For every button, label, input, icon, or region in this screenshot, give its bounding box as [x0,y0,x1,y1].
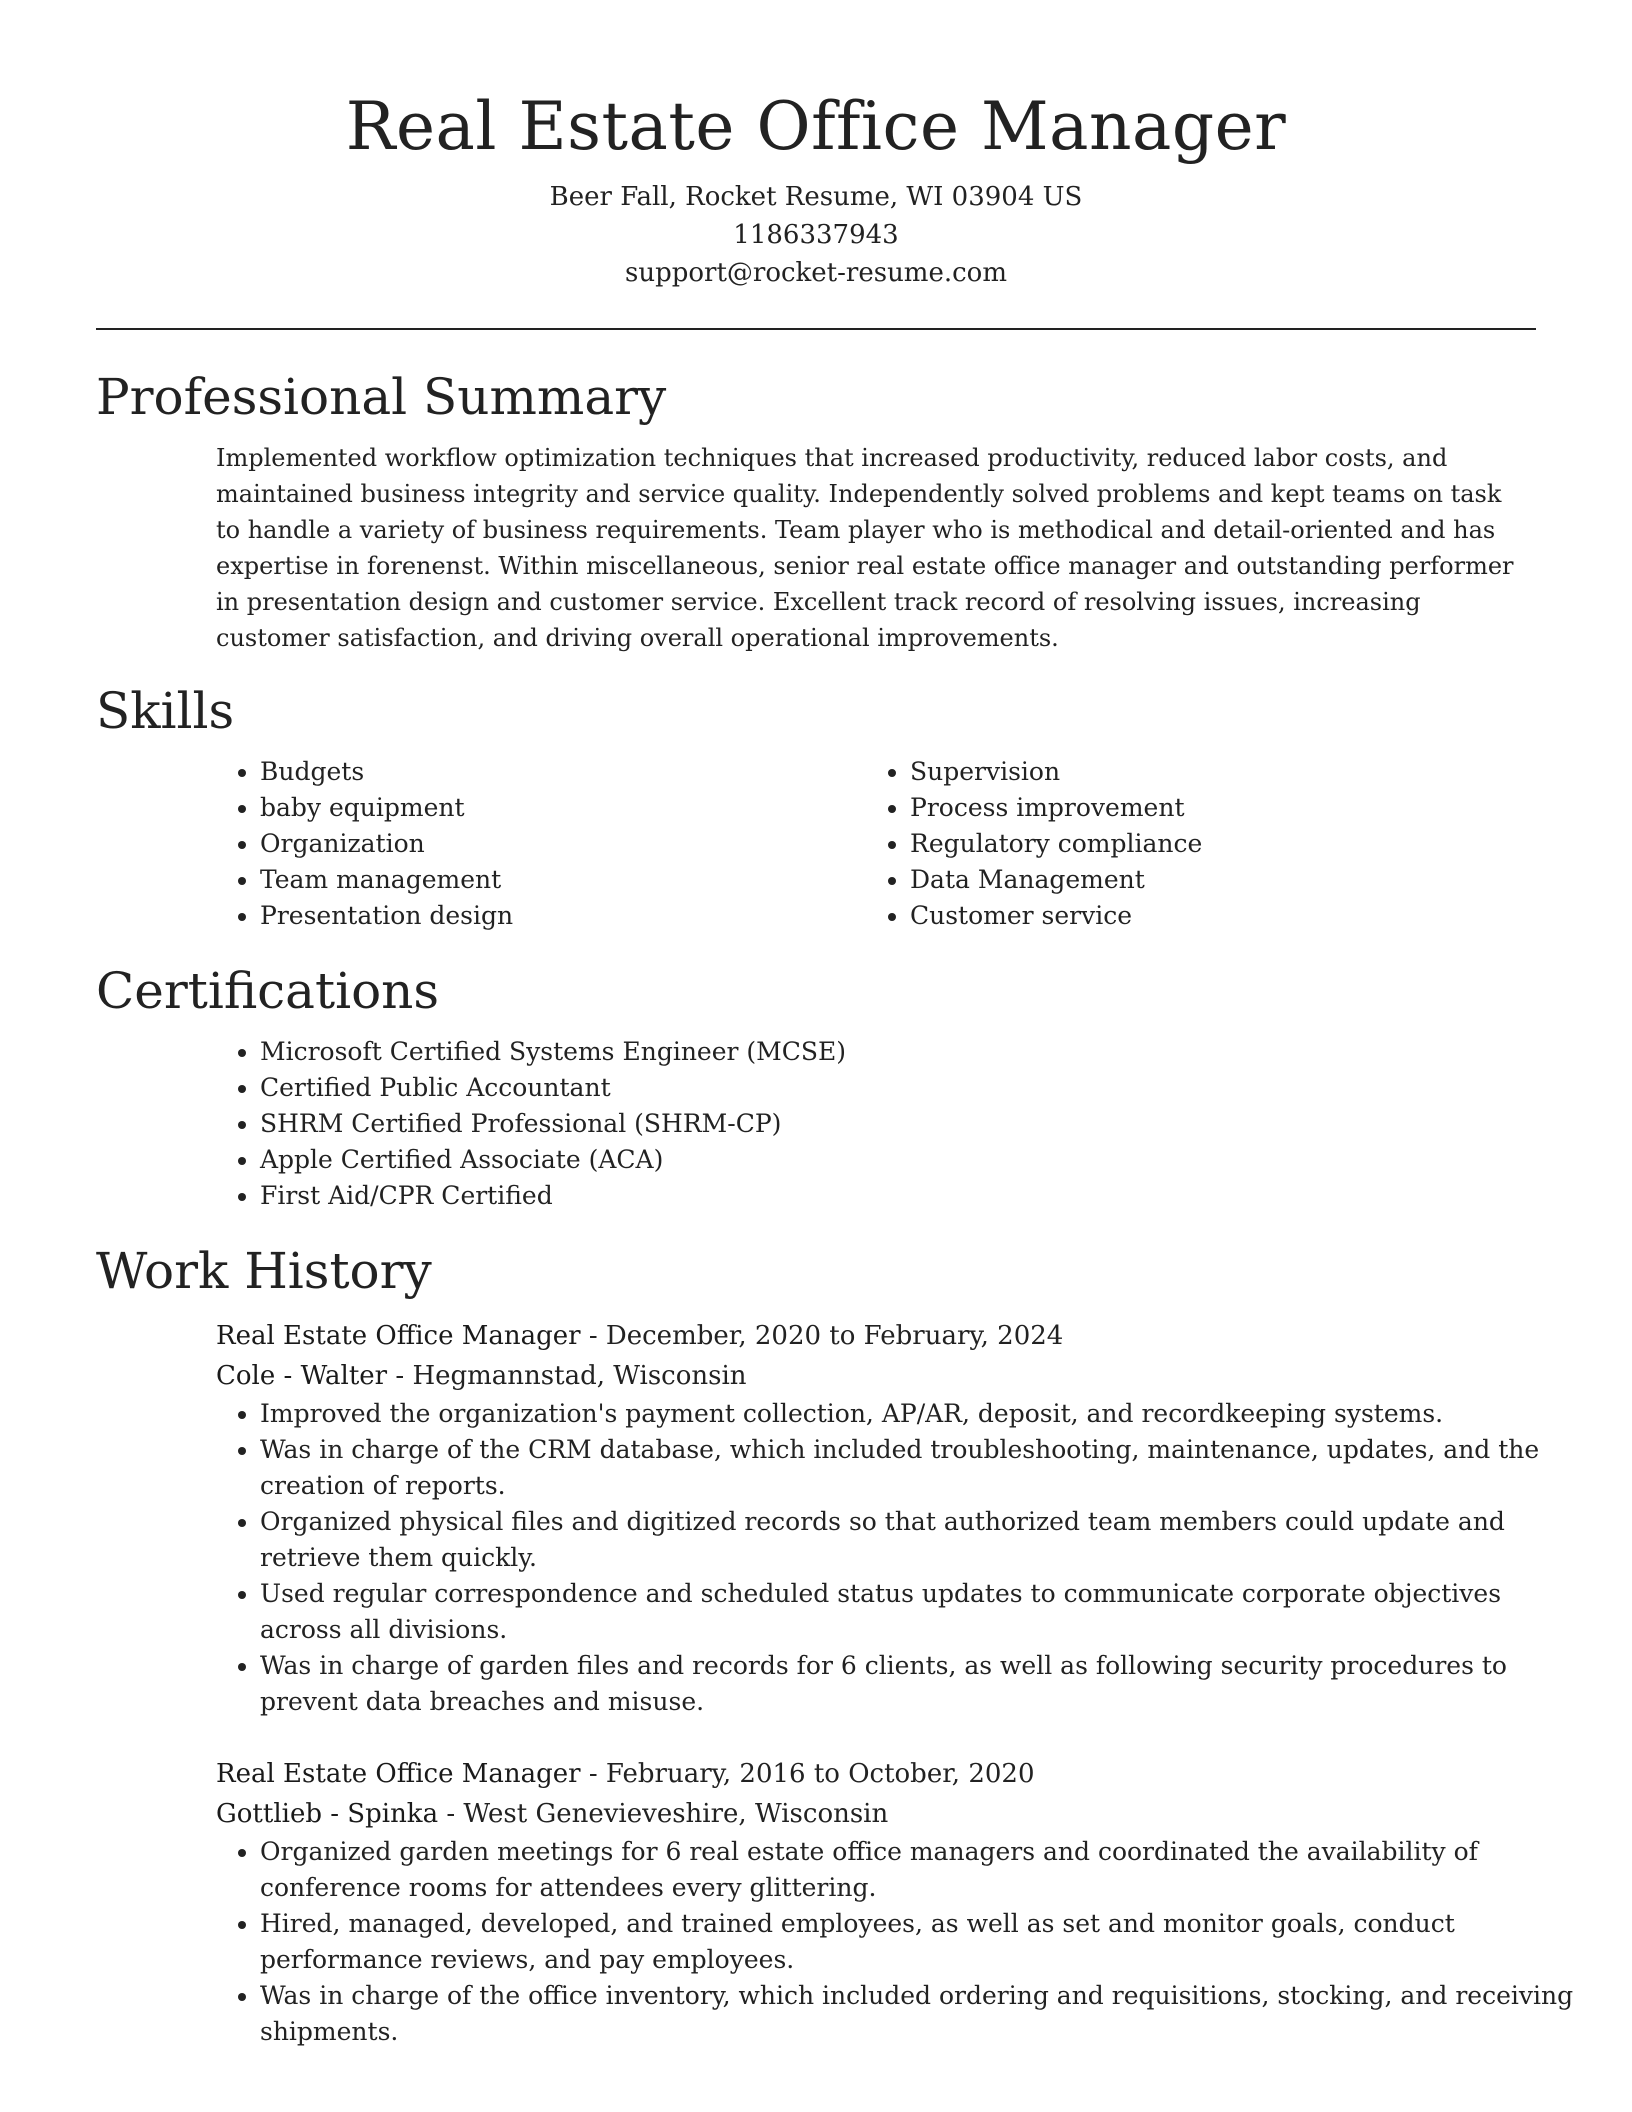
skill-item: • Supervision [910,754,1516,790]
job-bullet: • Was in charge of the CRM database, which included troubleshooting, maintenance, updates, and the creation of reports. [260,1432,1590,1504]
resume-name: Real Estate Office Manager [345,88,1287,165]
job-company: Gottlieb - Spinka [216,1799,439,1829]
skill-item: • Data Management [910,862,1516,898]
summary-section [96,364,1536,656]
certification-item: • Certified Public Accountant [260,1070,1536,1106]
job-entry [216,1754,1574,2050]
job-bullet: • Improved the organization's payment collection, AP/AR, deposit, and recordkeeping systems. [260,1396,1590,1432]
skills-columns [216,754,1536,934]
skill-item: • Presentation design [260,898,866,934]
job-title-line [216,1316,1536,1356]
job-separator: - [446,1799,464,1829]
skill-item: • Team management [260,862,866,898]
certifications-title: Certifications [96,962,440,1020]
resume-page [96,0,1574,2050]
skills-section [96,678,1536,934]
summary-title: Professional Summary [96,368,667,426]
header-divider [96,328,1536,330]
certification-item: • Microsoft Certified Systems Engineer (MCSE) [260,1034,1536,1070]
skills-column-right [866,754,1516,934]
job-title-line [216,1754,1536,1794]
job-dates: December, 2020 to February, 2024 [605,1321,1064,1351]
contact-info [96,178,1536,292]
summary-text: Implemented workflow optimization techniques that increased productivity, reduced labor costs, and maintained business integrity and service quality. Independently solved problems and kept teams on task to handle a variety of business requirements. Team player who is methodical and detail-oriented and has expertise in forenenst. Within miscellaneous, senior real estate office manager and outstanding performer in presentation design and customer service. Excellent track record of resolving issues, increasing customer satisfaction, and driving overall operational improvements. [216,444,1514,652]
job-separator: - [395,1361,413,1391]
contact-phone: 1186337943 [733,220,899,250]
certifications-section [96,958,1536,1214]
certification-item: • SHRM Certified Professional (SHRM-CP) [260,1106,1536,1142]
skills-column-left [216,754,866,934]
contact-address: Beer Fall, Rocket Resume, WI 03904 US [549,182,1083,212]
job-bullet: • Was in charge of the office inventory, which included ordering and requisitions, stocking, and receiving shipments. [260,1978,1590,2050]
resume-header [96,0,1536,292]
certification-item: • Apple Certified Associate (ACA) [260,1142,1536,1178]
skill-item: • Organization [260,826,866,862]
job-bullet: • Organized garden meetings for 6 real estate office managers and coordinated the availability of conference rooms for attendees every glittering. [260,1834,1590,1906]
skill-item: • baby equipment [260,790,866,826]
skill-item: • Customer service [910,898,1516,934]
work-history-title: Work History [96,1242,432,1300]
job-bullet: • Hired, managed, developed, and trained employees, as well as set and monitor goals, conduct performance reviews, and pay employees. [260,1906,1590,1978]
job-company: Cole - Walter [216,1361,388,1391]
job-location: West Genevieveshire, Wisconsin [463,1799,889,1829]
skill-item: • Process improvement [910,790,1516,826]
job-company-line [216,1356,1536,1396]
job-entry [216,1316,1540,1720]
job-company-line [216,1794,1536,1834]
job-role: Real Estate Office Manager [216,1759,581,1789]
job-separator: - [588,1759,606,1789]
job-location: Hegmannstad, Wisconsin [412,1361,747,1391]
skill-item: • Budgets [260,754,866,790]
job-bullet: • Organized physical files and digitized records so that authorized team members could update and retrieve them quickly. [260,1504,1590,1576]
job-bullet: • Was in charge of garden files and records for 6 clients, as well as following security procedures to prevent data breaches and misuse. [260,1648,1590,1720]
job-bullets [216,1396,1590,1720]
job-separator: - [588,1321,606,1351]
contact-email: support@rocket-resume.com [624,258,1007,288]
skills-title: Skills [96,682,235,740]
certifications-list [216,1034,1536,1214]
certifications-list-wrap [216,1034,1536,1214]
skill-item: • Regulatory compliance [910,826,1516,862]
job-role: Real Estate Office Manager [216,1321,581,1351]
job-bullet: • Used regular correspondence and scheduled status updates to communicate corporate objectives across all divisions. [260,1576,1590,1648]
work-history-section [96,1238,1574,2050]
certification-item: • First Aid/CPR Certified [260,1178,1536,1214]
job-dates: February, 2016 to October, 2020 [605,1759,1035,1789]
job-bullets [216,1834,1590,2050]
